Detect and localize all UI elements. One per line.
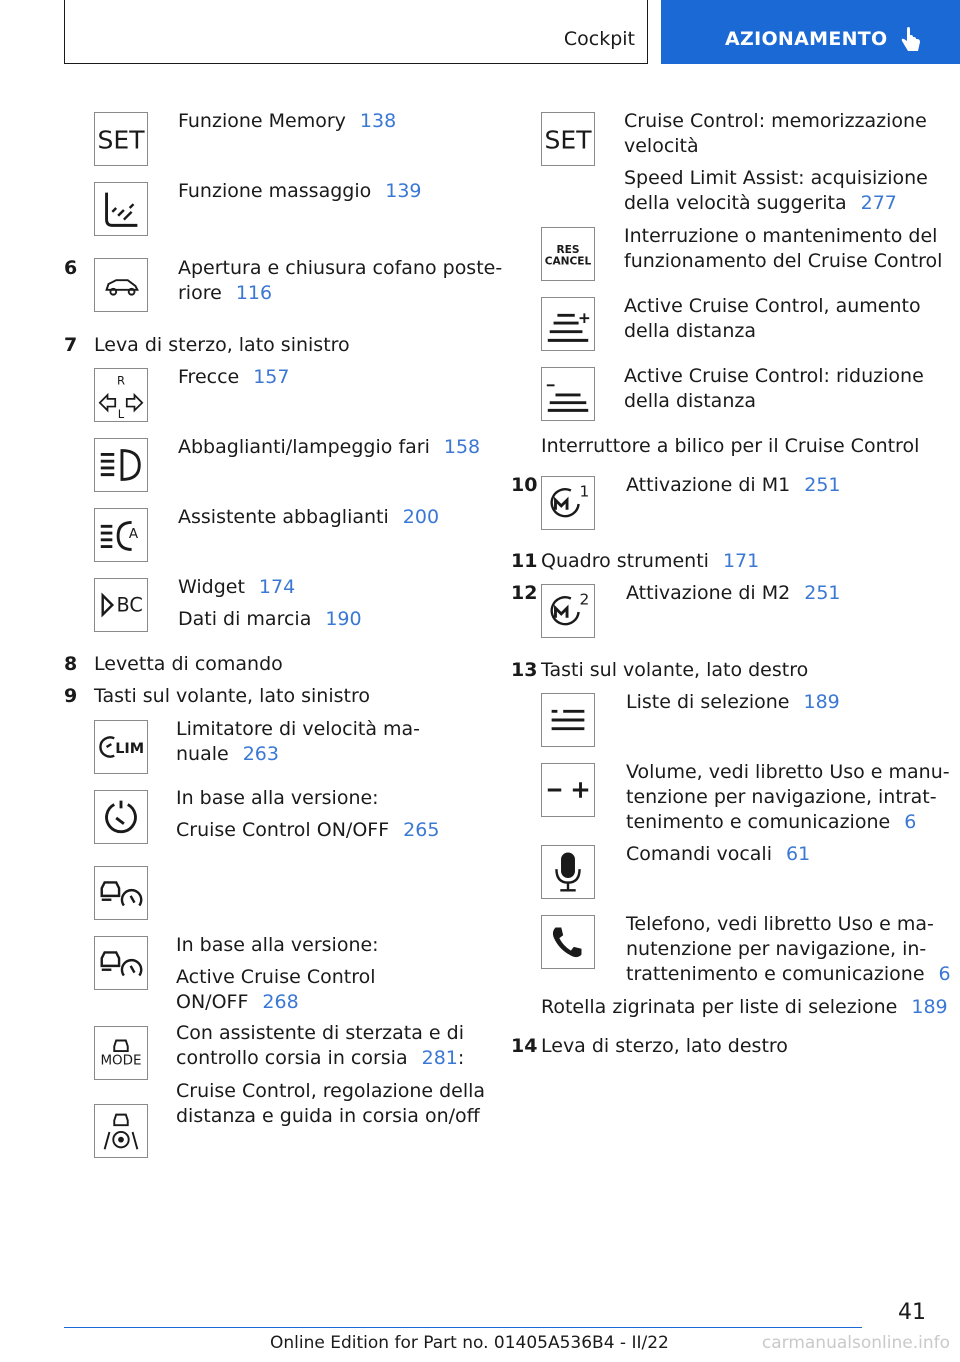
tailgate-entry: Apertura e chiusura cofano poste- riore 116 [178,257,503,304]
widget-entry: Widget 174 Dati di marcia 190 [178,576,362,630]
item-number: 12 [511,582,538,604]
m1-button-icon [541,476,595,530]
item-number: 6 [64,257,78,279]
high-beam-assist-icon [94,508,148,562]
distance-decrease-entry: Active Cruise Control: riduzione della distanza [624,365,924,412]
svg-text:L: L [117,407,125,421]
thumbwheel-entry: Rotella zigrinata per liste di selezione 189 [541,996,948,1018]
mode-button-icon [94,1026,148,1080]
microphone-icon [541,845,595,899]
item-number: 8 [64,653,78,675]
control-lever-heading: Levetta di comando [94,653,283,675]
page-number: 41 [898,1300,926,1325]
page-ref-link[interactable]: 6 [904,811,917,833]
steering-assistant-entry: Con assistente di sterzata e di controllo corsia in corsia 281: [176,1022,465,1069]
page-ref-link[interactable]: 171 [722,550,760,572]
m1-activation-entry: Attivazione di M1 251 [626,474,841,496]
watermark: carmanualsonline.info [761,1333,950,1353]
cruise-control-entry: In base alla versione: Cruise Control ON/OFF 265 [176,787,440,841]
distance-decrease-icon [541,367,595,421]
distance-increase-icon [541,297,595,351]
turn-signals-entry: Frecce 157 [178,366,290,388]
svg-text:SET: SET [97,125,145,155]
svg-text:R: R [116,373,126,388]
svg-text:MODE: MODE [100,1052,142,1069]
header-section-box [64,0,648,64]
svg-text:RES: RES [556,244,580,257]
page-ref-link[interactable]: 268 [262,991,299,1013]
page-ref-link[interactable]: 61 [785,843,811,865]
m2-button-icon [541,584,595,638]
massage-function-entry: Funzione massaggio 139 [178,180,422,202]
item-number: 10 [511,474,538,496]
item-number: 14 [511,1035,538,1057]
high-beam-icon [94,438,148,492]
page-ref-link[interactable]: 190 [325,608,362,630]
cruise-memorize-entry: Cruise Control: memorizzazione velocità Speed Limit Assist: acquisizione della velocità suggerita 277 [624,110,928,214]
set-button-icon [541,112,595,166]
item-number: 7 [64,334,78,356]
high-beam-entry: Abbaglianti/lampeggio fari 158 [178,436,481,458]
svg-text:LIM: LIM [115,740,145,757]
page-ref-link[interactable]: 251 [804,582,841,604]
page-ref-link[interactable]: 200 [402,506,440,528]
memory-function-entry: Funzione Memory 138 [178,110,397,132]
svg-text:2: 2 [579,590,590,609]
item-number: 13 [511,659,538,681]
footer-edition-text: Online Edition for Part no. 01405A536B4 - II/22 [270,1333,669,1353]
res-cancel-icon [541,227,595,281]
rocker-switch-text: Interruttore a bilico per il Cruise Control [541,435,920,457]
page-ref-link[interactable]: 265 [403,819,440,841]
page-ref-link[interactable]: 189 [803,691,840,713]
page-ref-link[interactable]: 251 [804,474,841,496]
turn-signal-icon [94,368,148,422]
distance-lane-guidance-icon [94,1104,148,1158]
page-ref-link[interactable]: 139 [385,180,422,202]
list-select-icon [541,693,595,747]
seat-massage-icon [94,182,148,236]
svg-text:A: A [128,525,139,542]
volume-icon [541,763,595,817]
high-beam-assistant-entry: Assistente abbaglianti 200 [178,506,440,528]
volume-entry: Volume, vedi libretto Uso e manu- tenzione per navigazione, intrat- tenimento e comunicazione 6 [626,761,950,833]
phone-icon [541,915,595,969]
header-chapter-title: AZIONAMENTO [725,28,888,50]
page-ref-link[interactable]: 281 [421,1047,458,1069]
cruise-control-icon [94,790,148,844]
header-chapter-tab [661,0,960,64]
page-ref-link[interactable]: 158 [443,436,481,458]
pointing-hand-icon [899,27,923,55]
header-section-title: Cockpit [563,28,635,50]
cruise-interrupt-entry: Interruzione o mantenimento del funzionamento del Cruise Control [624,225,943,272]
page-ref-link[interactable]: 174 [258,576,296,598]
steering-buttons-left-heading: Tasti sul volante, lato sinistro [94,685,370,707]
page-ref-link[interactable]: 138 [359,110,397,132]
selection-list-entry: Liste di selezione 189 [626,691,840,713]
speed-limiter-icon [94,720,148,774]
steering-buttons-right-heading: Tasti sul volante, lato destro [541,659,809,681]
set-button-icon [94,112,148,166]
voice-commands-entry: Comandi vocali 61 [626,843,811,865]
m2-activation-entry: Attivazione di M2 251 [626,582,841,604]
active-cruise-control-entry: In base alla versione: Active Cruise Control ON/OFF 268 [176,934,379,1013]
page-ref-link[interactable]: 189 [911,996,948,1018]
left-stalk-heading: Leva di sterzo, lato sinistro [94,334,350,356]
right-stalk-heading: Leva di sterzo, lato destro [541,1035,788,1057]
car-tailgate-icon [94,258,148,312]
distance-lane-guidance-entry: Cruise Control, regolazione della distanza e guida in corsia on/off [176,1080,486,1127]
speed-limiter-entry: Limitatore di velocità ma- nuale 263 [176,718,421,765]
page-ref-link[interactable]: 116 [235,282,273,304]
svg-text:BC: BC [116,593,143,617]
footer-divider [64,1327,862,1328]
page-ref-link[interactable]: 263 [242,743,279,765]
phone-entry: Telefono, vedi libretto Uso e ma- nutenzione per navigazione, in- trattenimento e comunicazione 6 [626,913,951,985]
page-ref-link[interactable]: 277 [860,192,897,214]
svg-text:CANCEL: CANCEL [544,255,592,268]
board-computer-icon [94,578,148,632]
item-number: 11 [511,550,538,572]
instrument-cluster-entry: Quadro strumenti 171 [541,550,760,572]
active-cruise-control-icon [94,936,148,990]
distance-increase-entry: Active Cruise Control, aumento della distanza [624,295,921,342]
page-ref-link[interactable]: 6 [938,963,951,985]
page-ref-link[interactable]: 157 [253,366,290,388]
svg-text:SET: SET [544,125,592,155]
active-cruise-control-icon [94,866,148,920]
item-number: 9 [64,685,78,707]
svg-text:1: 1 [579,482,590,501]
